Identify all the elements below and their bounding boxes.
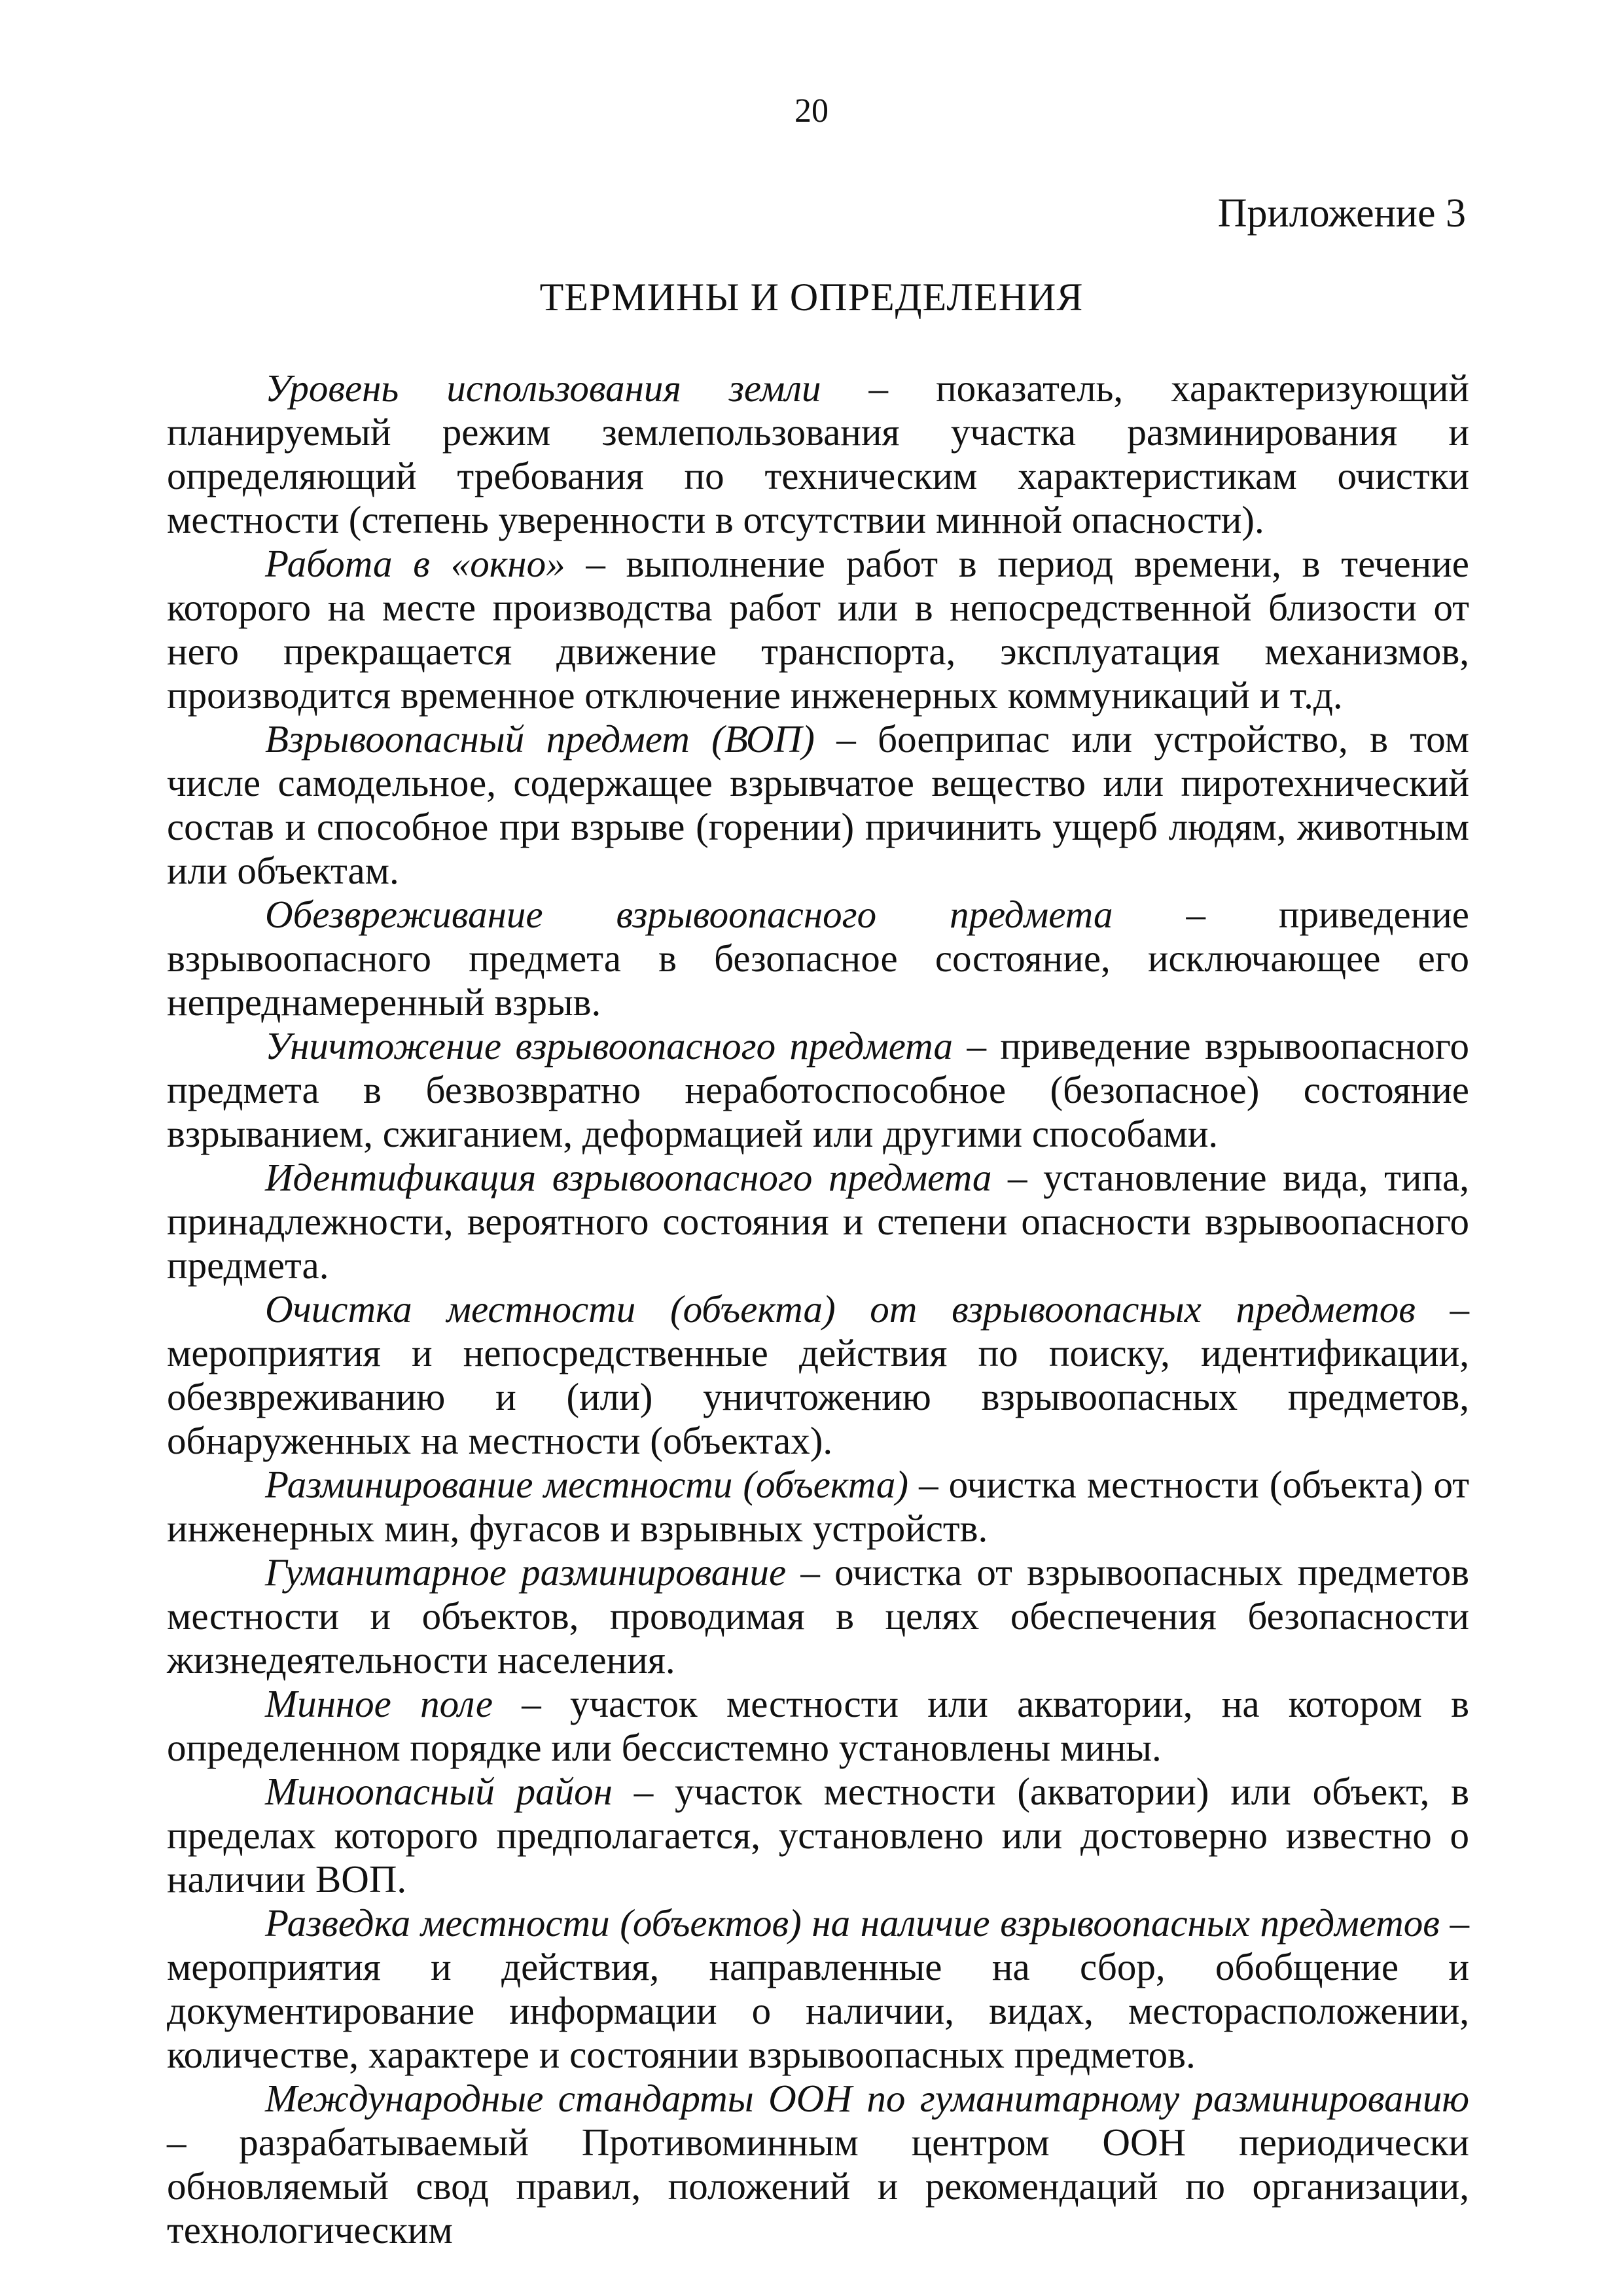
definition-term: Международные стандарты ООН по гуманитарному разминированию [265,2077,1469,2120]
definition-text: – очистка от взрывоопасных предметов местности и объектов, проводимая в целях обеспечения безопасности жизнедеятельности населения. [167,1551,1469,1681]
definition-neutralization [167,893,1469,1024]
definition-term: Идентификация взрывоопасного предмета [265,1156,992,1199]
appendix-label: Приложение 3 [1217,191,1466,236]
definition-land-use-level [167,367,1469,542]
definition-term: Разминирование местности (объекта) [265,1463,909,1506]
definition-text: – мероприятия и непосредственные действия по поиску, идентификации, обезвреживанию и (или) уничтожению взрывоопасных предметов, обнаруженных на местности (объектах). [167,1287,1469,1462]
definition-explosive-object [167,717,1469,893]
definition-term: Уничтожение взрывоопасного предмета [265,1024,954,1067]
definition-term: Взрывоопасный предмет (ВОП) [265,717,815,761]
definition-term: Разведка местности (объектов) на наличие взрывоопасных предметов [265,1901,1440,1945]
definition-text: – участок местности или акватории, на котором в определенном порядке или бессистемно установлены мины. [167,1682,1469,1769]
definition-term: Очистка местности (объекта) от взрывоопасных предметов [265,1287,1416,1331]
definition-text: – показатель, характеризующий планируемый режим землепользования участка разминирования и определяющий требования по техническим характеристикам очистки местности (степень уверенности в отсутствии минной опасности). [167,367,1469,541]
definition-identification [167,1156,1469,1287]
definition-term: Обезвреживание взрывоопасного предмета [265,893,1113,936]
definition-mine-hazard-area [167,1770,1469,1901]
definition-minefield [167,1682,1469,1770]
definition-text: – боеприпас или устройство, в том числе самодельное, содержащее взрывчатое вещество или пиротехнический состав и способное при взрыве (горении) причинить ущерб людям, животным или объектам. [167,717,1470,892]
definition-term: Миноопасный район [265,1770,613,1813]
definition-destruction [167,1024,1469,1156]
definition-reconnaissance [167,1901,1469,2077]
definition-text: – мероприятия и действия, направленные на сбор, обобщение и документирование информации о наличии, видах, месторасположении, количестве, характере и состоянии взрывоопасных предметов. [167,1901,1470,2076]
definition-un-standards [167,2077,1469,2252]
definition-clearance [167,1287,1469,1463]
definition-text: – разрабатываемый Противоминным центром ООН периодически обновляемый свод правил, положений и рекомендаций по организации, технологическим [167,2121,1469,2251]
page-number: 20 [794,92,829,130]
definition-text: – приведение взрывоопасного предмета в безвозвратно неработоспособное (безопасное) состояние взрыванием, сжиганием, деформацией или другими способами. [167,1024,1469,1155]
definition-text: – очистка местности (объекта) от инженерных мин, фугасов и взрывных устройств. [167,1463,1470,1550]
definition-demining [167,1463,1469,1551]
definition-term: Уровень использования земли [265,367,821,410]
definition-text: – установление вида, типа, принадлежности, вероятного состояния и степени опасности взрывоопасного предмета. [167,1156,1469,1287]
definition-window-work [167,542,1469,717]
page-title: ТЕРМИНЫ И ОПРЕДЕЛЕНИЯ [539,276,1084,319]
definition-term: Минное поле [265,1682,493,1725]
definition-text: – участок местности (акватории) или объект, в пределах которого предполагается, установлено или достоверно известно о наличии ВОП. [167,1770,1469,1901]
definition-humanitarian-demining [167,1551,1469,1682]
definitions-list [167,367,1469,2252]
definition-text: – выполнение работ в период времени, в течение которого на месте производства работ или в непосредственной близости от него прекращается движение транспорта, эксплуатация механизмов, производится временное отключение инженерных коммуникаций и т.д. [167,542,1469,717]
definition-term: Работа в «окно» [265,542,565,585]
definition-term: Гуманитарное разминирование [265,1551,787,1594]
definition-text: – приведение взрывоопасного предмета в безопасное состояние, исключающее его непреднамеренный взрыв. [167,893,1469,1024]
